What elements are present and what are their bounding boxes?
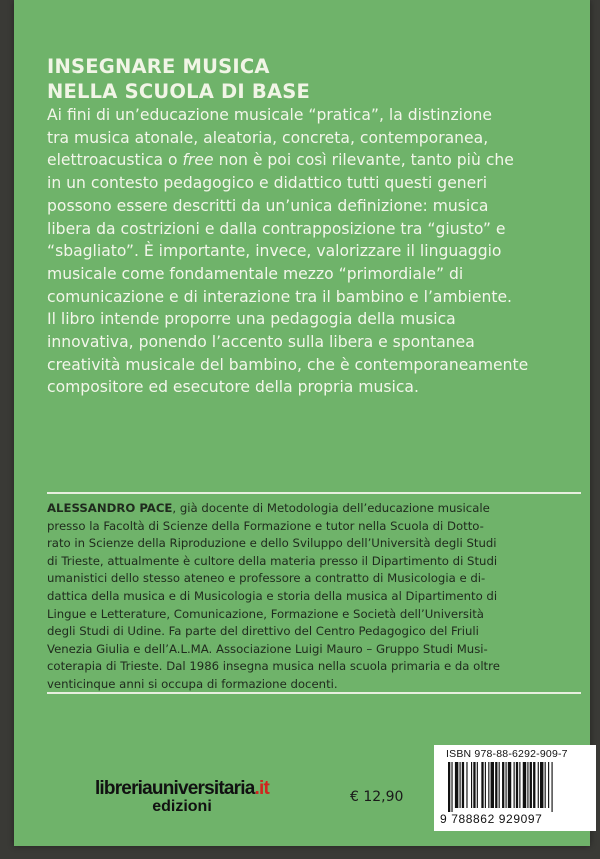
description-line: compositore ed esecutore della propria musica. [47, 378, 419, 397]
barcode-block [434, 745, 596, 831]
barcode-bar [485, 762, 486, 808]
barcode-bar [448, 762, 450, 812]
barcode-bar [514, 762, 515, 808]
description-line: Ai fini di un’educazione musicale “pratica”, la distinzione [47, 106, 492, 124]
barcode-bar [545, 762, 546, 808]
title-line-2: NELLA SCUOLA DI BASE [47, 80, 310, 103]
bio-line: venticinque anni si occupa di formazione docenti. [47, 676, 338, 691]
barcode-bar [530, 762, 532, 808]
description-line: “sbagliato”. È importante, invece, valorizzare il linguaggio [47, 242, 502, 261]
barcode-bar [473, 762, 475, 808]
divider-bottom [47, 692, 581, 694]
description-text: non è poi così rilevante, tanto più che [213, 151, 514, 170]
barcode-icon [446, 762, 586, 812]
book-back-cover [14, 0, 590, 846]
barcode-bar [516, 762, 518, 808]
bio-line: Venezia Giulia e dell’A.L.MA. Associazione Luigi Mauro – Gruppo Studi Musi- [47, 641, 488, 656]
barcode-bar [495, 762, 497, 808]
description-line: creatività musicale del bambino, che è contemporaneamente [47, 355, 529, 374]
barcode-bar [488, 762, 489, 808]
isbn-label: ISBN 978-88-6292-909-7 [446, 748, 568, 760]
description-line: innovativa, ponendo l’accento sulla libera e spontanea [47, 333, 475, 352]
barcode-bar [540, 762, 543, 808]
barcode-bar [451, 762, 452, 812]
bio-line: presso la Facoltà di Scienze della Formazione e tutor nella Scuola di Dotto- [47, 518, 484, 533]
publisher-logo [47, 778, 317, 816]
publisher-logo-wordmark [47, 778, 317, 800]
barcode-bar [552, 762, 553, 812]
barcode-bar [533, 762, 535, 808]
barcode-bar [523, 762, 526, 808]
barcode-bar [481, 762, 483, 808]
description-line: possono essere descritti da un’unica definizione: musica [47, 196, 489, 215]
title-line-1: INSEGNARE MUSICA [47, 55, 270, 78]
publisher-name: libreriauniversitaria [94, 778, 255, 799]
barcode-bar [506, 762, 507, 808]
description-italic-term: free [182, 151, 214, 170]
barcode-bar [527, 762, 528, 808]
bio-text: , già docente di Metodologia dell’educazione musicale [172, 501, 490, 515]
description-line: in un contesto pedagogico e didattico tutti questi generi [47, 174, 488, 193]
barcode-bar [538, 762, 539, 808]
barcode-bar [502, 762, 504, 808]
description-line: musicale come fondamentale mezzo “primordiale” di [47, 264, 464, 283]
author-name: ALESSANDRO PACE [47, 501, 173, 515]
barcode-bar [548, 762, 549, 808]
description-line: Il libro intende proporre una pedagogia della musica [47, 310, 456, 329]
barcode-bar [508, 762, 511, 808]
bio-line: degli Studi di Udine. Fa parte del direttivo del Centro Pedagogico del Friuli [47, 624, 479, 639]
barcode-bar [471, 762, 472, 808]
book-title [47, 54, 567, 104]
publisher-imprint: edizioni [152, 798, 212, 815]
bio-line [47, 500, 587, 518]
bio-line: coterapia di Trieste. Dal 1986 insegna musica nella scuola primaria e da oltre [47, 659, 500, 674]
barcode-bar [466, 762, 467, 808]
bio-line: rato in Scienze della Riproduzione e dello Sviluppo dell’Università degli Studi [47, 536, 497, 551]
description-line [47, 149, 587, 172]
description-line: libera da costrizioni e dalla contrapposizione tra “giusto” e [47, 219, 506, 238]
publisher-domain-suffix: .it [254, 778, 270, 799]
barcode-bar [491, 762, 494, 808]
description-line: comunicazione e di interazione tra il bambino e l’ambiente. [47, 287, 513, 306]
barcode-bar [455, 762, 458, 808]
bio-line: di Trieste, attualmente è cultore della materia presso il Dipartimento di Studi [47, 553, 498, 568]
book-description [47, 104, 587, 399]
barcode-bar [519, 762, 520, 808]
divider-top [47, 492, 581, 494]
ean-number: 9 788862 929097 [440, 812, 543, 826]
bio-line: Lingue e Letterature, Comunicazione, Formazione e Società dell’Università [47, 606, 484, 621]
price-label: € 12,90 [350, 789, 404, 805]
description-text: elettroacustica o [47, 151, 183, 170]
author-bio [47, 500, 587, 694]
barcode-bar [462, 762, 464, 808]
barcode-bar [499, 762, 500, 808]
barcode-bar [477, 762, 478, 808]
description-line: tra musica atonale, aleatoria, concreta, contemporanea, [47, 128, 489, 147]
bio-line: dattica della musica e di Musicologia e storia della musica al Dipartimento di [47, 588, 498, 603]
bio-line: umanistici dello stesso ateneo e professore a contratto di Musicologia e di- [47, 571, 486, 586]
barcode-bar [460, 762, 461, 808]
